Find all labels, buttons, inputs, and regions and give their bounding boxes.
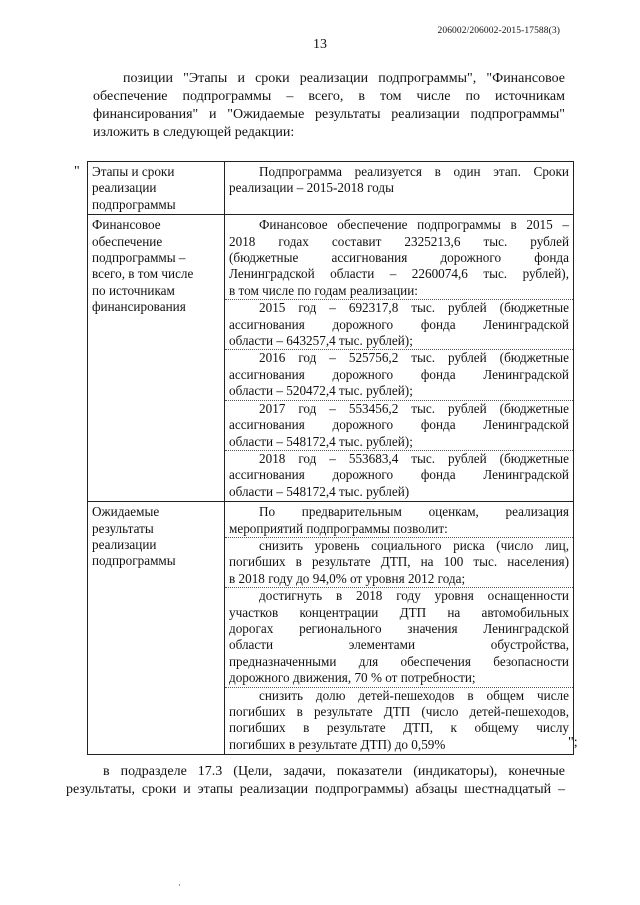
content-line: реализации – 2015-2018 годы: [229, 180, 394, 196]
content-cell-results: [225, 502, 574, 755]
content-line: области – 643257,4 тыс. рублей);: [229, 333, 413, 349]
content-line: снизить уровень социального риска (число лиц,: [259, 537, 569, 553]
scan-mark: [179, 884, 180, 886]
financing-2016-block: [225, 350, 573, 400]
content-line: в 2018 году до 94,0% от уровня 2012 года;: [229, 570, 466, 586]
financing-2017-block: [225, 401, 573, 451]
intro-paragraph: [93, 70, 565, 142]
content-line: дорогах регионального значения Ленинградской: [229, 620, 569, 636]
content-line: погибших в результате ДТП) до 0,59%: [229, 736, 446, 752]
content-line: предназначенными для обеспечения безопасности: [229, 653, 569, 669]
intro-line: позиции "Этапы и сроки реализации подпрограммы", "Финансовое: [123, 71, 565, 86]
page-number: 13: [313, 37, 327, 52]
content-line: 2016 год – 525756,2 тыс. рублей (бюджетные: [259, 350, 569, 366]
outro-line: результаты, сроки и этапы реализации подпрограммы) абзацы шестнадцатый –: [66, 782, 565, 797]
outro-line: в подразделе 17.3 (Цели, задачи, показатели (индикаторы), конечные: [103, 764, 565, 779]
content-line: области – 548172,4 тыс. рублей): [229, 483, 410, 499]
content-line: снизить долю детей-пешеходов в общем числе: [259, 687, 569, 703]
content-line: области элементами обустройства,: [229, 637, 569, 653]
label-line: результаты: [92, 520, 154, 536]
label-line: по источникам: [92, 282, 175, 298]
label-line: всего, в том числе: [92, 266, 194, 282]
intro-line: финансирования" и "Ожидаемые результаты реализации подпрограммы": [93, 107, 565, 122]
content-line: в том числе по годам реализации:: [229, 282, 418, 298]
label-line: Ожидаемые: [92, 504, 160, 520]
label-line: Финансовое: [92, 217, 161, 233]
financing-total-block: [225, 217, 573, 300]
table-row: [88, 215, 574, 502]
results-intro-block: [225, 504, 573, 538]
subprogram-table: [87, 161, 574, 755]
opening-quote: ": [74, 164, 80, 179]
content-line: ассигнования дорожного фонда Ленинградской: [229, 417, 569, 433]
content-line: области – 548172,4 тыс. рублей);: [229, 433, 413, 449]
financing-2015-block: [225, 300, 573, 350]
content-line: Подпрограмма реализуется в один этап. Сроки: [259, 164, 569, 179]
content-cell-stages: [225, 162, 574, 215]
label-line: Этапы и сроки: [92, 164, 175, 179]
outro-paragraph: [66, 763, 565, 799]
content-line: 2018 годах составит 2325213,6 тыс. рублей: [229, 233, 569, 249]
closing-quote: ";: [568, 735, 578, 750]
label-line: финансирования: [92, 299, 186, 315]
results-risk-block: [225, 538, 573, 588]
content-line: достигнуть в 2018 году уровня оснащенности: [259, 588, 569, 604]
label-line: реализации: [92, 536, 157, 552]
label-line: подпрограммы –: [92, 250, 186, 266]
content-line: 2018 год – 553683,4 тыс. рублей (бюджетные: [259, 450, 569, 466]
label-line: обеспечение: [92, 233, 163, 249]
label-line: реализации: [92, 180, 157, 196]
content-line: 2017 год – 553456,2 тыс. рублей (бюджетные: [259, 400, 569, 416]
content-line: погибших в результате ДТП (число детей-пешеходов,: [229, 704, 569, 719]
results-equipment-block: [225, 588, 573, 687]
content-line: По предварительным оценкам, реализация: [259, 504, 569, 520]
content-line: погибших в результате ДТП, на 100 тыс. населения): [229, 554, 569, 570]
results-children-block: [225, 688, 573, 754]
content-line: погибших в результате ДТП, к общему числу: [229, 720, 569, 736]
content-line: Финансовое обеспечение подпрограммы в 2015 –: [259, 217, 569, 233]
financing-2018-block: [225, 451, 573, 500]
content-line: области – 520472,4 тыс. рублей);: [229, 383, 413, 399]
table-row: [88, 162, 574, 215]
content-line: Ленинградской области – 2260074,6 тыс. рублей),: [229, 266, 569, 282]
content-line: ассигнования дорожного фонда Ленинградской: [229, 366, 569, 382]
label-line: подпрограммы: [92, 553, 176, 569]
content-line: мероприятий подпрограммы позволит:: [229, 520, 448, 536]
content-line: (бюджетные ассигнования дорожного фонда: [229, 250, 569, 266]
content-line: дорожного движения, 70 % от потребности;: [229, 670, 476, 686]
intro-line: обеспечение подпрограммы – всего, в том числе по источникам: [93, 89, 565, 104]
label-cell-results: [88, 502, 225, 755]
label-line: подпрограммы: [92, 196, 176, 212]
content-line: 2015 год – 692317,8 тыс. рублей (бюджетные: [259, 300, 569, 316]
content-line: участков концентрации ДТП на автомобильных: [229, 604, 569, 620]
document-id: 206002/206002-2015-17588(3): [437, 26, 560, 36]
content-line: ассигнования дорожного фонда Ленинградской: [229, 316, 569, 332]
label-cell-financing: [88, 215, 225, 502]
content-cell-financing: [225, 215, 574, 502]
intro-line: изложить в следующей редакции:: [93, 125, 295, 140]
table-row: [88, 502, 574, 755]
label-cell-stages: [88, 162, 225, 215]
content-line: ассигнования дорожного фонда Ленинградской: [229, 467, 569, 483]
